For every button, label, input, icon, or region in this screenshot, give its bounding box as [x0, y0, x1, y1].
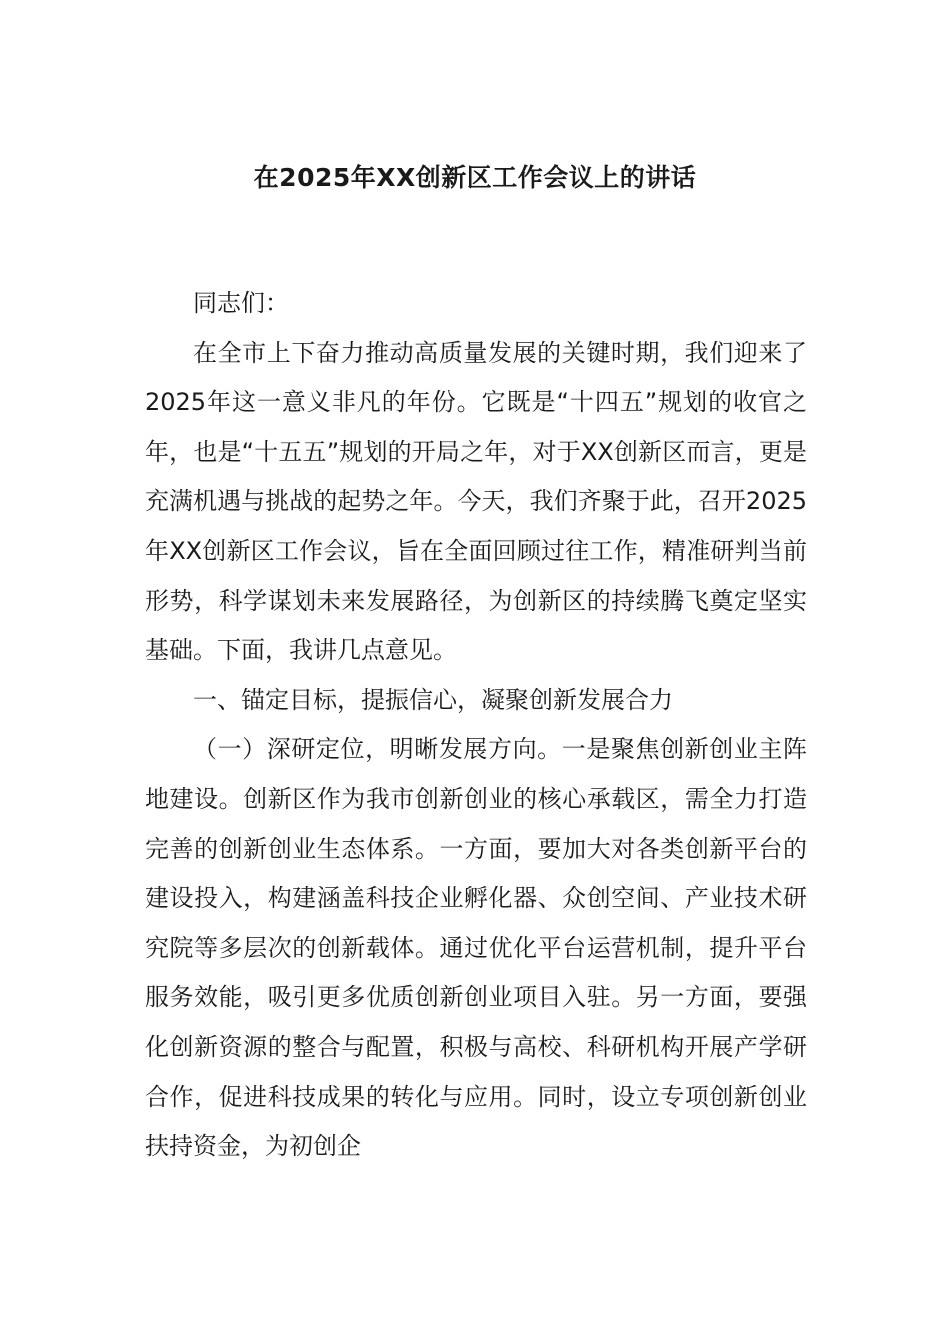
intro-paragraph: 在全市上下奋力推动高质量发展的关键时期，我们迎来了2025年这一意义非凡的年份。它既是“十四五”规划的收官之年，也是“十五五”规划的开局之年，对于XX创新区而言，更是充满机遇与挑战的起势之年。今天，我们齐聚于此，召开2025年XX创新区工作会议，旨在全面回顾过往工作，精准研判当前形势，科学谋划未来发展路径，为创新区的持续腾飞奠定坚实基础。下面，我讲几点意见。 [145, 338, 807, 665]
document-body [145, 279, 807, 1172]
section-heading: 一、锚定目标，提振信心，凝聚创新发展合力 [193, 685, 673, 714]
document-title: 在2025年XX创新区工作会议上的讲话 [253, 163, 697, 192]
salutation: 同志们： [193, 289, 289, 317]
subsection-paragraph: （一）深研定位，明晰发展方向。一是聚焦创新创业主阵地建设。创新区作为我市创新创业的核心承载区，需全力打造完善的创新创业生态体系。一方面，要加大对各类创新平台的建设投入，构建涵盖科技企业孵化器、众创空间、产业技术研究院等多层次的创新载体。通过优化平台运营机制，提升平台服务效能，吸引更多优质创新创业项目入驻。另一方面，要强化创新资源的整合与配置，积极与高校、科研机构开展产学研合作，促进科技成果的转化与应用。同时，设立专项创新创业扶持资金，为初创企 [145, 735, 807, 1161]
